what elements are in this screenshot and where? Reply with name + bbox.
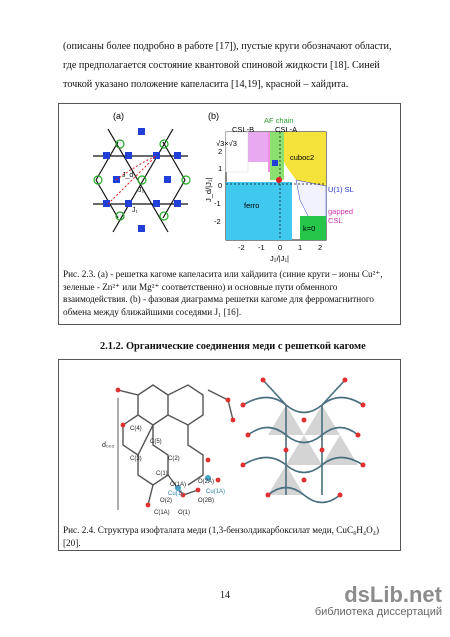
caption-line: обмена между ближайшими соседями J₁ [16]. (63, 306, 242, 317)
cuboc2-label: cuboc2 (290, 153, 315, 162)
atom-label: O(2A) (198, 479, 215, 485)
af-chain-label: AF chain (264, 116, 294, 125)
y-axis-label: J_d/|J₁| (204, 177, 213, 202)
figure-2-4-caption (63, 524, 397, 549)
cu-ions (103, 128, 181, 232)
xtick: 2 (318, 243, 323, 252)
figure-2-3-caption (63, 268, 397, 318)
figure-2-3-graphic (58, 104, 401, 264)
d002-label: d₀₀₂ (102, 442, 115, 449)
atom-label: O(1) (178, 510, 190, 516)
sqrt3-region (226, 132, 248, 172)
csl-b-region (248, 132, 268, 162)
atom-label: C(5) (150, 439, 162, 445)
caption-line: [20]. (63, 537, 81, 548)
atom-label: O(2) (160, 498, 172, 504)
ytick: -1 (214, 199, 221, 208)
ytick: 1 (218, 164, 223, 173)
haydeeite-marker (276, 177, 282, 183)
watermark-site: dsLib.net (344, 582, 442, 607)
atom-label: C(1) (156, 471, 168, 477)
caption-line: зеленые - Zn²⁺ или Mg²⁺ соответственно) и основные пути обменного (63, 281, 338, 292)
ferro-label: ferro (244, 201, 260, 210)
kagome-lattice (93, 129, 188, 232)
x-axis-label: J₂/|J₁| (270, 254, 289, 263)
intro-line: где предполагается состояние квантовой спиновой жидкости [18]. Синей (63, 60, 380, 71)
capellasite-marker (272, 160, 278, 166)
sqrt3-label: √3×√3 (216, 139, 237, 148)
j2-label: J₂ (138, 187, 145, 194)
intro-line: точкой указано положение капеласита [14,19], красной – хайдита. (63, 79, 349, 90)
atom-label: O(1A) (170, 482, 187, 488)
ytick: 2 (218, 147, 223, 156)
u1sl-label: U(1) SL (328, 185, 354, 194)
watermark-tagline: библиотека диссертаций (314, 606, 442, 618)
xtick: -2 (238, 243, 245, 252)
csl-b-label: CSL-B (232, 125, 255, 134)
af-chain-region (270, 132, 284, 180)
csl-a-label: CSL-A (275, 125, 298, 134)
atom-label: C(1A) (154, 510, 170, 516)
atom-label: C(2) (168, 456, 180, 462)
ytick: -2 (214, 217, 221, 226)
caption-line: Рис. 2.4. Структура изофталата меди (1,3-бензолдикарбоксилат меди, CuC₈H₄O₄) (63, 525, 380, 535)
xtick: 0 (278, 243, 283, 252)
k0-label: k=0 (303, 224, 316, 233)
panel-b-label: (b) (208, 111, 219, 121)
xtick: 1 (298, 243, 303, 252)
j1-label: J₁ (132, 207, 138, 214)
atom-labels (102, 426, 225, 516)
caption-line: взаимодействия. (b) - фазовая диаграмма решетки кагоме для ферромагнитного (63, 294, 374, 304)
atom-label: Cu(1A) (206, 489, 226, 495)
atom-label: Cu(1) (168, 491, 184, 497)
jd-label: J_d (122, 172, 134, 179)
page-number: 14 (220, 590, 230, 601)
panel-a-label: (a) (113, 111, 124, 121)
section-heading: 2.1.2. Органические соединения меди с решеткой кагоме (100, 341, 366, 352)
atom-label: C(4) (130, 426, 142, 432)
figure-2-4-graphic (58, 360, 401, 520)
ferro-region (226, 182, 292, 240)
kagome-network (241, 378, 366, 503)
gapped-label: gapped (328, 207, 354, 216)
intro-paragraph (63, 37, 397, 94)
intro-line: (описаны более подробно в работе [17]), пустые круги обозначают области, (63, 41, 392, 52)
ytick: 0 (218, 181, 223, 190)
caption-line: Рис. 2.3. (a) - решетка кагоме капеласита или хайдиита (синие круги – ионы Cu²⁺, (63, 269, 383, 279)
atom-label: O(2B) (198, 498, 215, 504)
atom-label: C(3) (130, 456, 142, 462)
xtick: -1 (258, 243, 265, 252)
watermark (315, 584, 442, 618)
csl-label: CSL (328, 216, 343, 225)
